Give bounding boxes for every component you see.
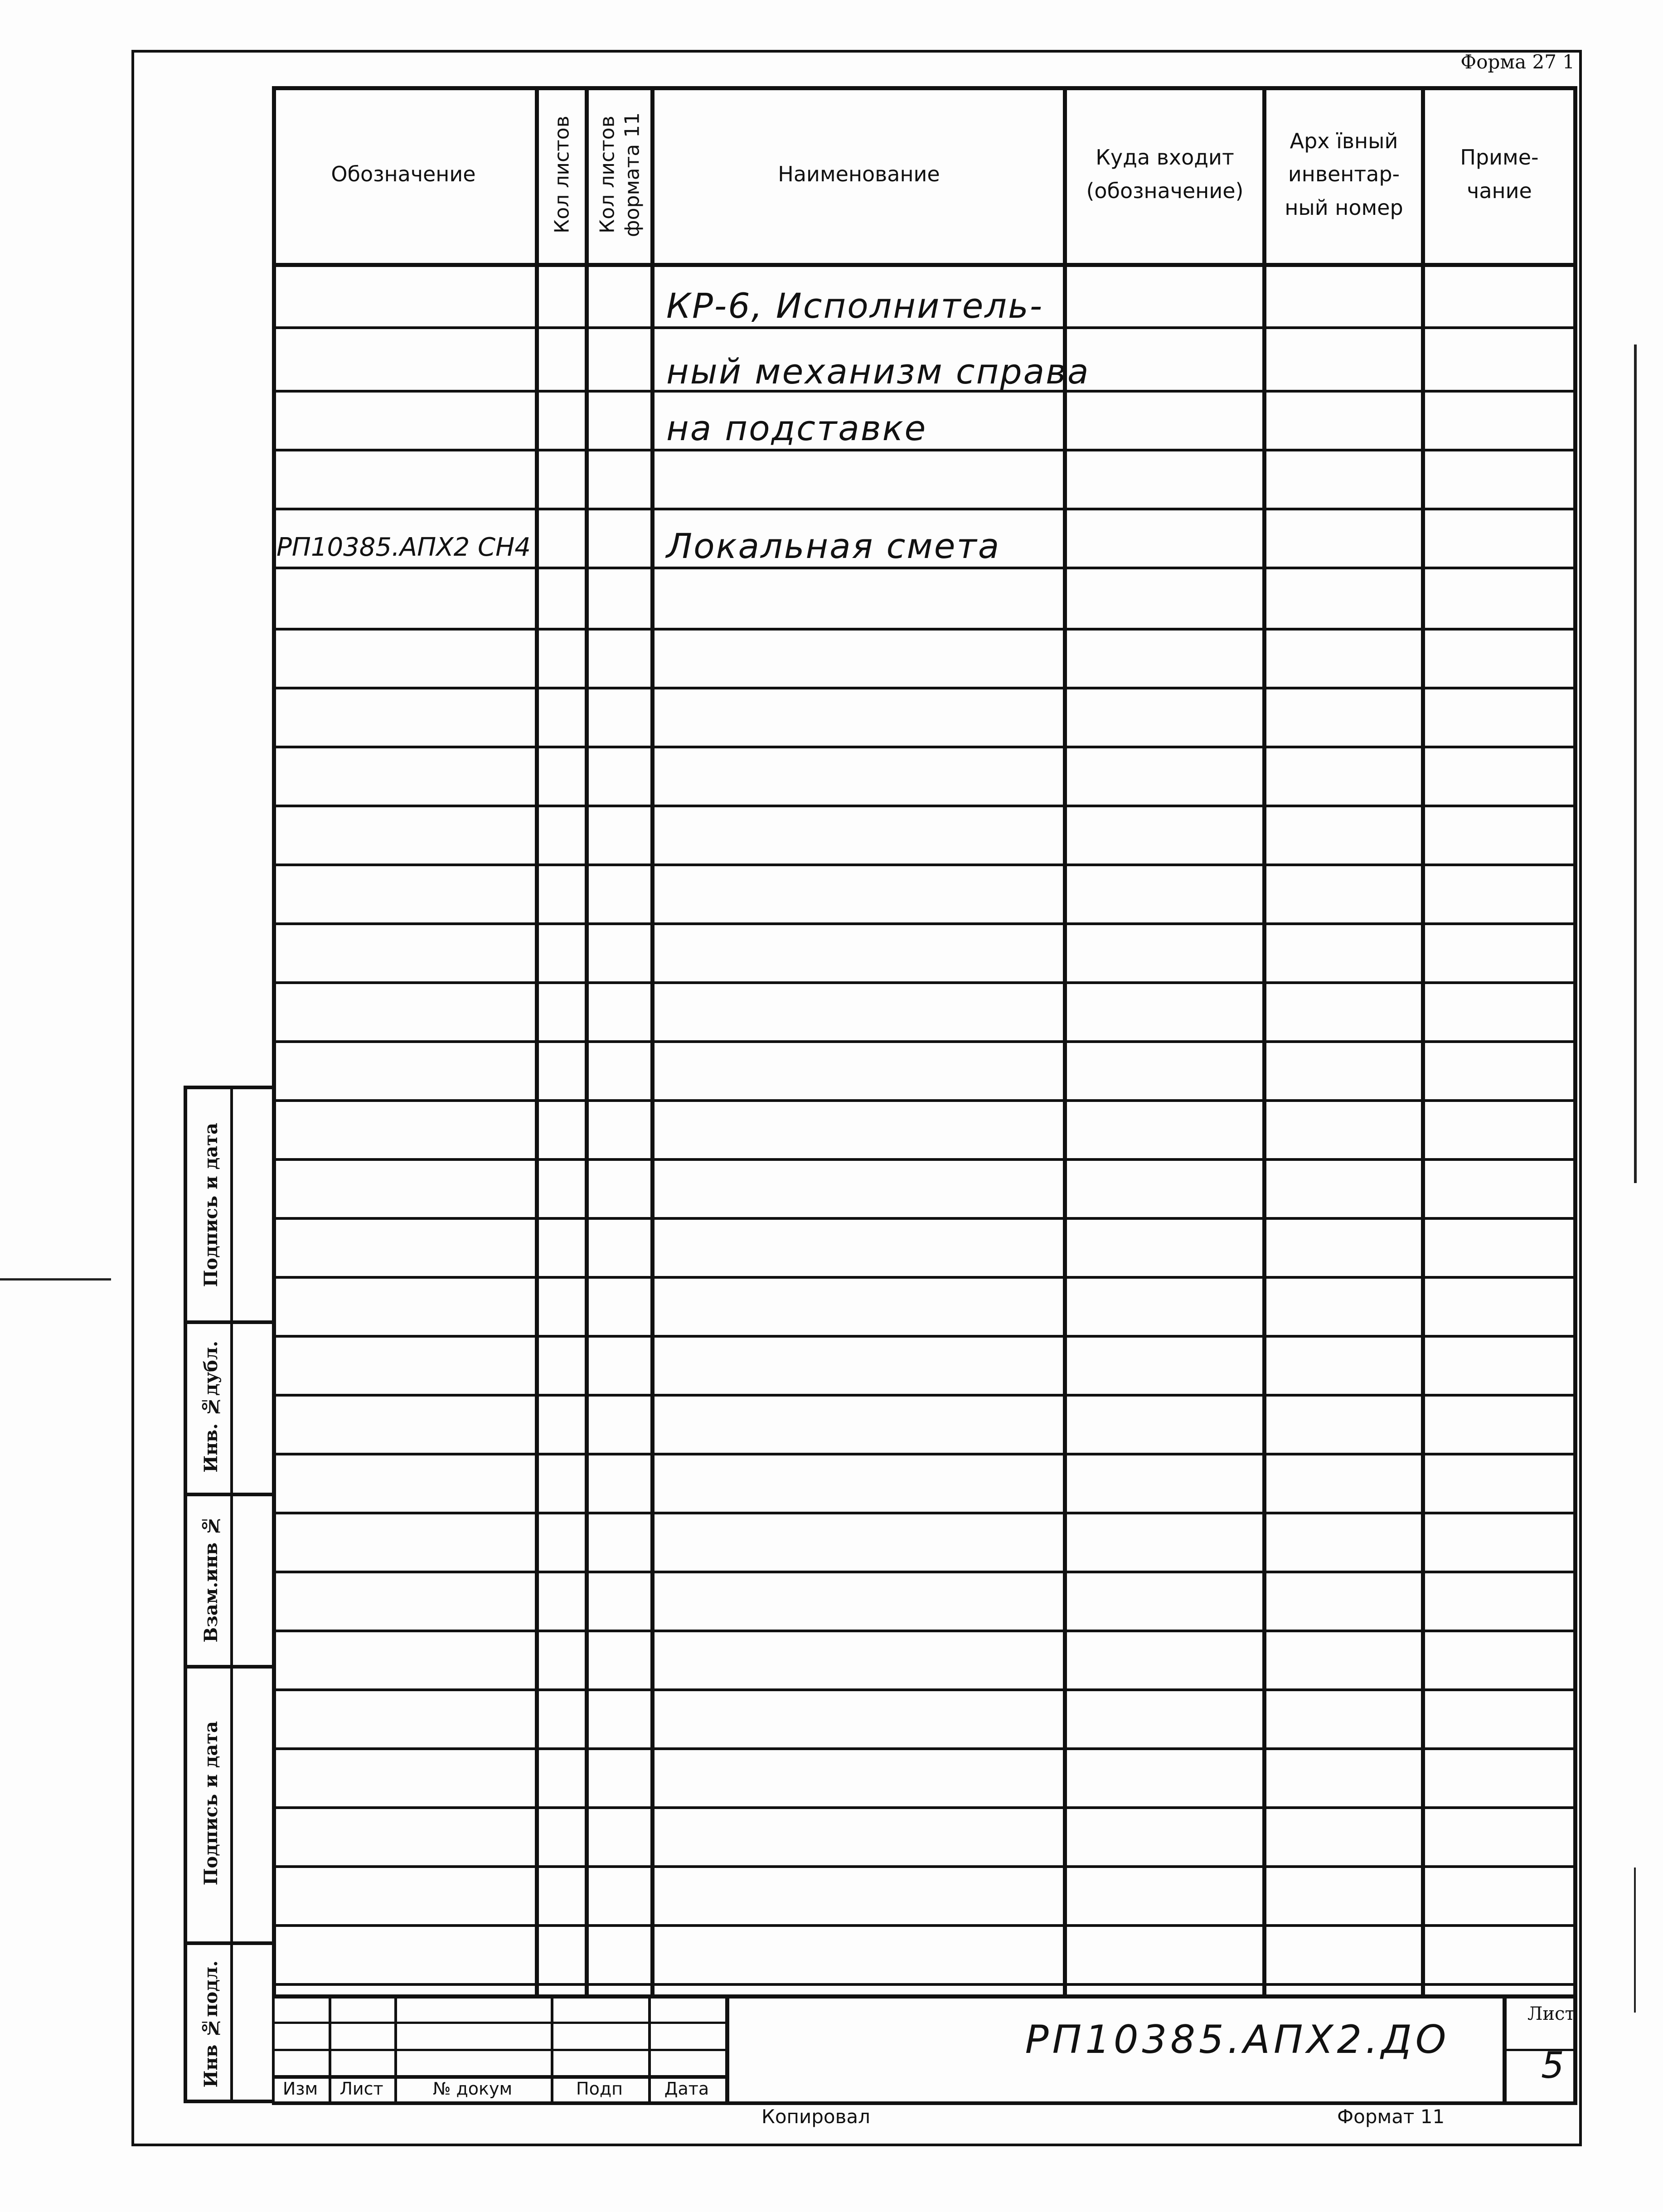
row-rule-18 bbox=[272, 1335, 1577, 1338]
row-rule-27 bbox=[272, 1865, 1577, 1868]
footer-copied: Копировал bbox=[761, 2105, 870, 2128]
entry-name-2: ный механизм справа bbox=[666, 351, 1090, 392]
row-rule-17 bbox=[272, 1276, 1577, 1279]
document-register-table bbox=[272, 86, 1577, 1994]
stamp-col-5 bbox=[725, 1994, 729, 2103]
stamp-col-6 bbox=[1503, 1994, 1507, 2103]
stamp-col-sheet: Лист bbox=[339, 2079, 383, 2099]
row-rule-7 bbox=[272, 687, 1577, 689]
side-label-signature-date-1: Подпись и дата bbox=[200, 1122, 222, 1287]
form-label: Форма 27 1 bbox=[1460, 51, 1575, 73]
header-notes: Приме- чание bbox=[1460, 145, 1539, 203]
entry-designation-5: РП10385.АПХ2 СН4 bbox=[276, 533, 531, 562]
stamp-col-date: Дата bbox=[664, 2079, 709, 2099]
row-rule-20 bbox=[272, 1453, 1577, 1455]
stamp-rule-1 bbox=[272, 2022, 725, 2024]
row-rule-28 bbox=[272, 1924, 1577, 1927]
row-rule-25 bbox=[272, 1747, 1577, 1750]
row-rule-6 bbox=[272, 628, 1577, 631]
row-rule-8 bbox=[272, 746, 1577, 748]
stamp-sheet-label: Лист bbox=[1527, 2003, 1575, 2024]
row-rule-15 bbox=[272, 1158, 1577, 1161]
scan-edge-line-left bbox=[0, 1278, 111, 1281]
row-rule-29 bbox=[272, 1983, 1577, 1986]
row-rule-5 bbox=[272, 567, 1577, 569]
row-rule-10 bbox=[272, 863, 1577, 866]
stamp-col-doc-no: № докум bbox=[432, 2079, 513, 2099]
entry-name-3: на подставке bbox=[666, 408, 927, 448]
row-rule-9 bbox=[272, 805, 1577, 807]
header-designation: Обозначение bbox=[331, 162, 476, 187]
header-sheet-count: Кол листов bbox=[550, 116, 574, 233]
footer-format: Формат 11 bbox=[1337, 2105, 1445, 2128]
row-rule-21 bbox=[272, 1512, 1577, 1514]
side-label-signature-date-2: Подпись и дата bbox=[200, 1721, 222, 1886]
row-rule-11 bbox=[272, 922, 1577, 925]
row-rule-13 bbox=[272, 1040, 1577, 1043]
row-rule-12 bbox=[272, 981, 1577, 984]
row-rule-24 bbox=[272, 1688, 1577, 1691]
row-rule-22 bbox=[272, 1571, 1577, 1573]
row-rule-26 bbox=[272, 1806, 1577, 1809]
stamp-sheet-rule bbox=[1503, 2049, 1577, 2051]
stamp-rule-2 bbox=[272, 2049, 725, 2051]
side-label-duplicate-no: Инв. №дубл. bbox=[200, 1340, 222, 1473]
title-block bbox=[272, 1994, 1577, 2103]
stamp-top-border bbox=[272, 1994, 1577, 1999]
stamp-col-change: Изм bbox=[282, 2079, 318, 2099]
scan-edge-line-right-lower bbox=[1634, 1868, 1636, 2013]
row-rule-4 bbox=[272, 508, 1577, 510]
stamp-sheet-number: 5 bbox=[1541, 2044, 1564, 2086]
row-rule-23 bbox=[272, 1630, 1577, 1632]
side-label-original-no: Инв №подл. bbox=[200, 1960, 222, 2088]
stamp-document-code: РП10385.АПХ2.ДО bbox=[1025, 2017, 1450, 2062]
row-rule-14 bbox=[272, 1099, 1577, 1102]
approval-strip bbox=[184, 1086, 274, 2103]
row-rule-16 bbox=[272, 1217, 1577, 1220]
side-label-replacement-no: Взам.инв № bbox=[200, 1515, 222, 1643]
entry-name-1: КР-6, Исполнитель- bbox=[666, 286, 1044, 326]
header-name: Наименование bbox=[778, 162, 940, 187]
scan-edge-line-right bbox=[1634, 344, 1637, 1183]
header-sheet-count-a4: Кол листов формата 11 bbox=[596, 112, 644, 237]
row-rule-19 bbox=[272, 1394, 1577, 1397]
stamp-col-signature: Подп bbox=[576, 2079, 623, 2099]
header-archive-no: Арх ївный инвентар- ный номер bbox=[1285, 128, 1403, 220]
row-rule-3 bbox=[272, 449, 1577, 451]
table-top-border bbox=[272, 86, 1577, 90]
header-bottom-border bbox=[272, 263, 1577, 267]
row-rule-1 bbox=[272, 326, 1577, 329]
header-where-used: Куда входит (обозначение) bbox=[1086, 145, 1244, 203]
entry-name-5: Локальная смета bbox=[666, 526, 1001, 566]
